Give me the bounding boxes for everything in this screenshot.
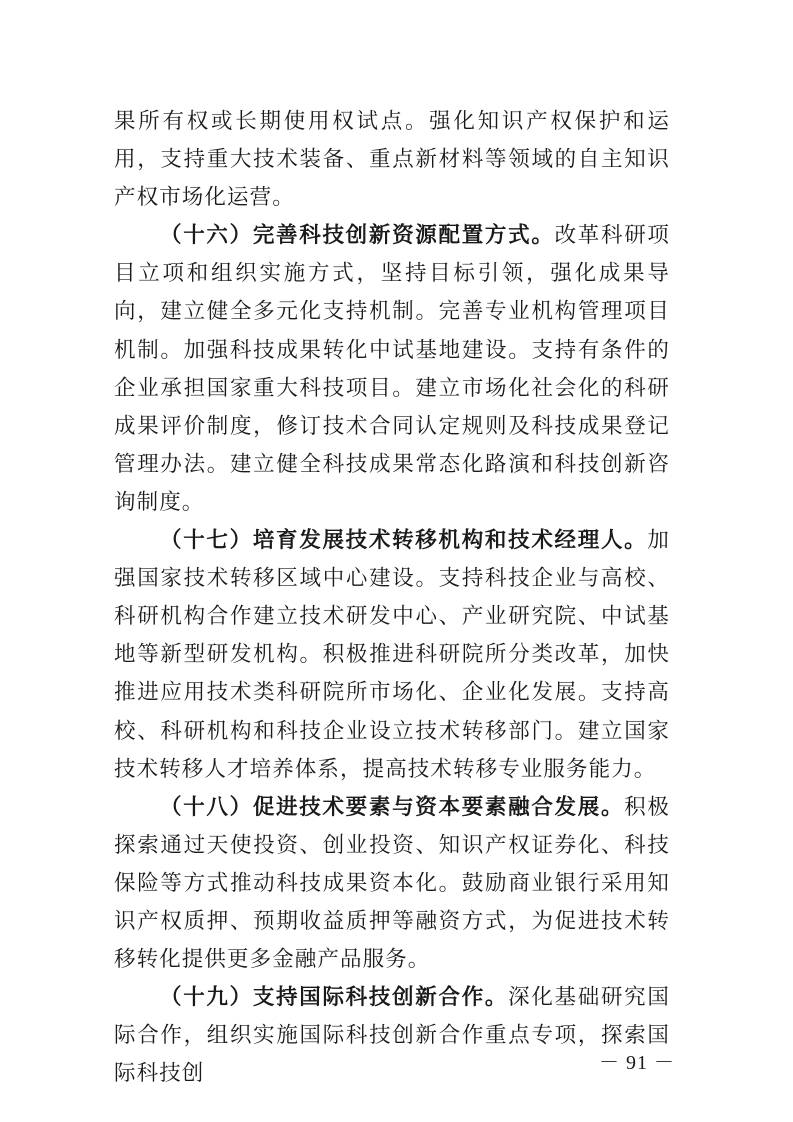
paragraph-section-17	[114, 522, 670, 789]
paragraph-body: 积极探索通过天使投资、创业投资、知识产权证券化、科技保险等方式推动科技成果资本化。鼓励商业银行采用知识产权质押、预期收益质押等融资方式，为促进技术转移转化提供更多金融产品服务。	[114, 794, 670, 973]
body-text	[114, 103, 670, 1093]
paragraph-continuation	[114, 103, 670, 217]
paragraph-section-19	[114, 979, 670, 1093]
paragraph-body: 果所有权或长期使用权试点。强化知识产权保护和运用，支持重大技术装备、重点新材料等领域的自主知识产权市场化运营。	[114, 109, 670, 211]
section-heading: （十六）完善科技创新资源配置方式。	[160, 223, 555, 249]
page-number: － 91 －	[599, 1052, 675, 1074]
section-heading: （十八）促进技术要素与资本要素融合发展。	[160, 794, 625, 820]
paragraph-section-16	[114, 217, 670, 522]
paragraph-body: 改革科研项目立项和组织实施方式，坚持目标引领，强化成果导向，建立健全多元化支持机制。完善专业机构管理项目机制。加强科技成果转化中试基地建设。支持有条件的企业承担国家重大科技项目。建立市场化社会化的科研成果评价制度，修订技术合同认定规则及科技成果登记管理办法。建立健全科技成果常态化路演和科技创新咨询制度。	[114, 223, 670, 515]
section-heading: （十七）培育发展技术转移机构和技术经理人。	[160, 528, 648, 554]
paragraph-body: 深化基础研究国际合作，组织实施国际科技创新合作重点专项，探索国际科技创	[114, 985, 670, 1087]
paragraph-body: 加强国家技术转移区域中心建设。支持科技企业与高校、科研机构合作建立技术研发中心、产业研究院、中试基地等新型研发机构。积极推进科研院所分类改革，加快推进应用技术类科研院所市场化、企业化发展。支持高校、科研机构和科技企业设立技术转移部门。建立国家技术转移人才培养体系，提高技术转移专业服务能力。	[114, 528, 670, 782]
paragraph-section-18	[114, 789, 670, 979]
section-heading: （十九）支持国际科技创新合作。	[160, 985, 509, 1011]
